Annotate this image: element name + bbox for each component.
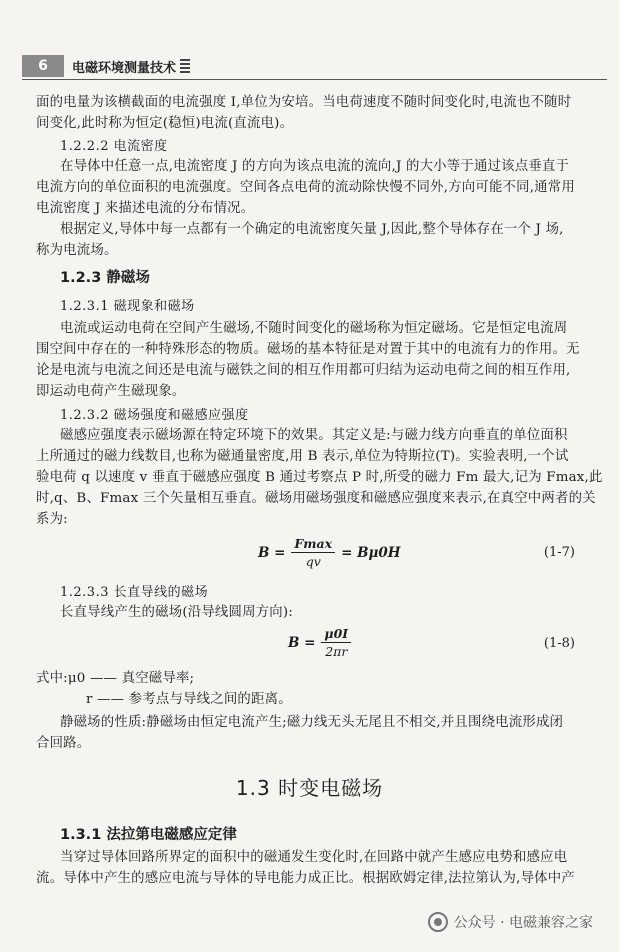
equation-lhs: B = [288,634,316,651]
paragraph-line: 在导体中任意一点,电流密度 J 的方向为该点电流的流向,J 的大小等于通过该点垂直于 [60,159,570,174]
equation-rhs: = Bμ0H [341,544,401,561]
watermark [428,912,593,932]
paragraph-line: 时,q、B、Fmax 三个矢量相互垂直。磁场用磁场强度和磁感应强度来表示,在真空中两者的关 [36,491,596,506]
paragraph-line: 电流或运动电荷在空间产生磁场,不随时间变化的磁场称为恒定磁场。它是恒定电流周 [60,321,568,336]
paragraph-line: 即运动电荷产生磁现象。 [36,384,186,399]
paragraph-line: 验电荷 q 以速度 v 垂直于磁感应强度 B 通过考察点 P 时,所受的磁力 Fm 最大,记为 Fmax,此 [36,470,603,485]
paragraph-line: 长直导线产生的磁场(沿导线圆周方向): [60,605,294,620]
paragraph-line: 围空间中存在的一种特殊形态的物质。磁场的基本特征是对置于其中的电流有力的作用。无 [36,342,580,357]
subsection-heading: 1.2.3.2 磁场强度和磁感应强度 [60,408,249,423]
equation-number: (1-8) [543,636,575,651]
symbol-definition: 式中:μ0 —— 真空磁导率; [36,671,195,686]
watermark-text: 公众号 · 电磁兼容之家 [453,915,593,931]
paragraph-line: 间变化,此时称为恒定(稳恒)电流(直流电)。 [36,116,294,131]
header-rule [22,79,607,80]
paragraph-line: 磁感应强度表示磁场源在特定环境下的效果。其定义是:与磁力线方向垂直的单位面积 [60,428,568,443]
subsection-heading: 1.2.2.2 电流密度 [60,139,168,154]
equation-fraction [291,536,335,569]
paragraph-line: 称为电流场。 [36,243,118,258]
fraction-denominator: 2πr [325,644,348,659]
equation-1-7 [258,536,401,569]
subsection-heading: 1.2.3.3 长直导线的磁场 [60,585,209,600]
header-decoration-icon [180,59,190,73]
running-header [22,54,190,78]
section-heading: 1.3.1 法拉第电磁感应定律 [60,827,237,843]
subsection-heading: 1.2.3.1 磁现象和磁场 [60,299,195,314]
paragraph-line: 上所通过的磁力线数目,也称为磁通量密度,用 B 表示,单位为特斯拉(T)。实验表明,一个试 [36,449,569,464]
paragraph-line: 电流密度 J 来描述电流的分布情况。 [36,201,255,216]
chapter-section-heading: 1.3 时变电磁场 [235,776,384,800]
fraction-numerator: Fmax [291,536,335,553]
paragraph-line: 当穿过导体回路所界定的面积中的磁通发生变化时,在回路中就产生感应电势和感应电 [60,850,568,865]
equation-fraction [321,626,351,659]
fraction-denominator: qv [305,554,321,569]
section-heading: 1.2.3 静磁场 [60,270,150,286]
page-number: 6 [22,55,64,77]
symbol-definition: r —— 参考点与导线之间的距离。 [86,692,292,707]
book-title: 电磁环境测量技术 [72,60,177,76]
paragraph-line: 流。导体中产生的感应电流与导体的导电能力成正比。根据欧姆定律,法拉第认为,导体中产 [36,871,575,886]
paragraph-line: 合回路。 [36,736,91,751]
paragraph-line: 面的电量为该横截面的电流强度 I,单位为安培。当电荷速度不随时间变化时,电流也不随时 [36,95,572,110]
paragraph-line: 静磁场的性质:静磁场由恒定电流产生;磁力线无头无尾且不相交,并且围绕电流形成闭 [60,715,564,730]
equation-1-8 [288,626,357,659]
equation-number: (1-7) [543,545,575,560]
fraction-numerator: μ0I [321,626,351,643]
paragraph-line: 系为: [36,512,68,527]
paragraph-line: 电流方向的单位面积的电流强度。空间各点电荷的流动除快慢不同外,方向可能不同,通常用 [36,180,575,195]
wechat-icon [428,912,448,932]
paragraph-line: 根据定义,导体中每一点都有一个确定的电流密度矢量 J,因此,整个导体存在一个 J 场, [60,222,564,237]
equation-lhs: B = [258,544,286,561]
paragraph-line: 论是电流与电流之间还是电流与磁铁之间的相互作用都可归结为运动电荷之间的相互作用, [36,363,571,378]
